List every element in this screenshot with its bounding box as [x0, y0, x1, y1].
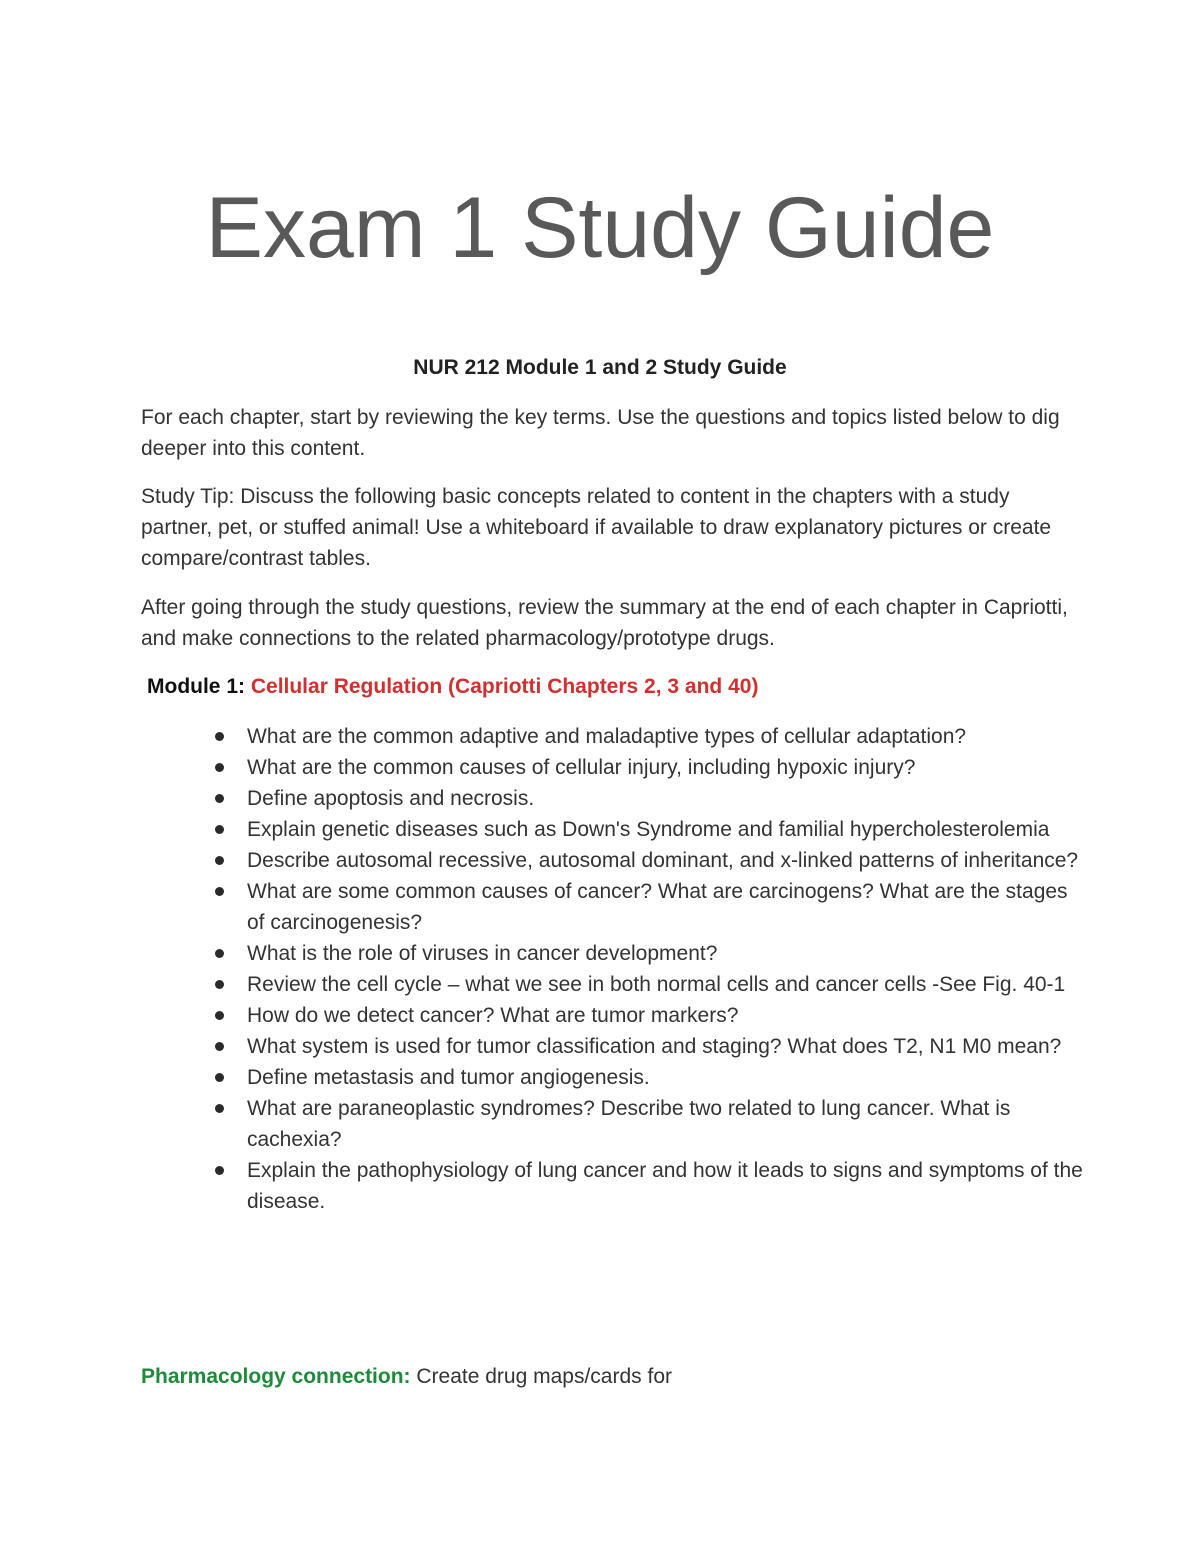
document-subtitle: NUR 212 Module 1 and 2 Study Guide	[413, 356, 787, 379]
bullet-icon	[215, 1166, 224, 1175]
pharmacology-label: Pharmacology connection:	[141, 1365, 411, 1388]
list-item	[210, 814, 1090, 845]
list-item-text: What are the common adaptive and maladaptive types of cellular adaptation?	[247, 725, 967, 748]
list-item-text: What are paraneoplastic syndromes? Describe two related to lung cancer. What is cachexia?	[247, 1097, 1011, 1151]
list-item-text: Explain genetic diseases such as Down's Syndrome and familial hypercholesterolemia	[247, 818, 1050, 841]
list-item	[210, 1093, 1090, 1155]
bullet-icon	[215, 980, 224, 989]
pharmacology-text: Create drug maps/cards for	[410, 1365, 672, 1388]
pharmacology-connection	[141, 1361, 672, 1392]
list-item	[210, 845, 1090, 876]
module-1-topic: Cellular Regulation (Capriotti Chapters 2, 3 and 40)	[250, 675, 759, 698]
bullet-icon	[215, 794, 224, 803]
bullet-icon	[215, 949, 224, 958]
module-1-heading	[147, 672, 758, 702]
bullet-icon	[215, 887, 224, 896]
list-item	[210, 938, 1090, 969]
list-item	[210, 1062, 1090, 1093]
list-item-text: What are some common causes of cancer? What are carcinogens? What are the stages of carcinogenesis?	[247, 880, 1068, 934]
intro-paragraph: For each chapter, start by reviewing the key terms. Use the questions and topics listed below to dig deeper into this content.	[141, 406, 1060, 460]
list-item	[210, 1000, 1090, 1031]
module-1-label: Module 1:	[147, 675, 251, 698]
list-item	[210, 1031, 1090, 1062]
list-item	[210, 969, 1090, 1000]
list-item	[210, 783, 1090, 814]
bullet-icon	[215, 763, 224, 772]
bullet-icon	[215, 825, 224, 834]
study-tip-paragraph: Study Tip: Discuss the following basic concepts related to content in the chapters with a study partner, pet, or stuffed animal! Use a whiteboard if available to draw explanatory pictures or create compare/contrast tables.	[141, 485, 1052, 570]
list-item-text: Define apoptosis and necrosis.	[247, 787, 535, 810]
bullet-icon	[215, 1011, 224, 1020]
bullet-icon	[215, 1073, 224, 1082]
list-item-text: Define metastasis and tumor angiogenesis.	[247, 1066, 650, 1089]
list-item-text: Review the cell cycle – what we see in both normal cells and cancer cells -See Fig. 40-1	[247, 973, 1066, 996]
bullet-icon	[215, 732, 224, 741]
bullet-icon	[215, 1104, 224, 1113]
bullet-icon	[215, 856, 224, 865]
bullet-icon	[215, 1042, 224, 1051]
list-item-text: What system is used for tumor classification and staging? What does T2, N1 M0 mean?	[247, 1035, 1062, 1058]
list-item	[210, 1155, 1090, 1217]
list-item	[210, 876, 1090, 938]
list-item-text: How do we detect cancer? What are tumor markers?	[247, 1004, 739, 1027]
list-item	[210, 752, 1090, 783]
list-item-text: What are the common causes of cellular injury, including hypoxic injury?	[247, 756, 916, 779]
list-item-text: Describe autosomal recessive, autosomal dominant, and x-linked patterns of inheritance?	[247, 849, 1079, 872]
summary-paragraph: After going through the study questions, review the summary at the end of each chapter in Capriotti, and make connections to the related pharmacology/prototype drugs.	[141, 596, 1068, 650]
module-1-question-list	[210, 721, 1090, 1217]
list-item-text: What is the role of viruses in cancer development?	[247, 942, 718, 965]
document-title: Exam 1 Study Guide	[205, 180, 995, 276]
list-item-text: Explain the pathophysiology of lung cancer and how it leads to signs and symptoms of the disease.	[247, 1159, 1083, 1213]
list-item	[210, 721, 1090, 752]
